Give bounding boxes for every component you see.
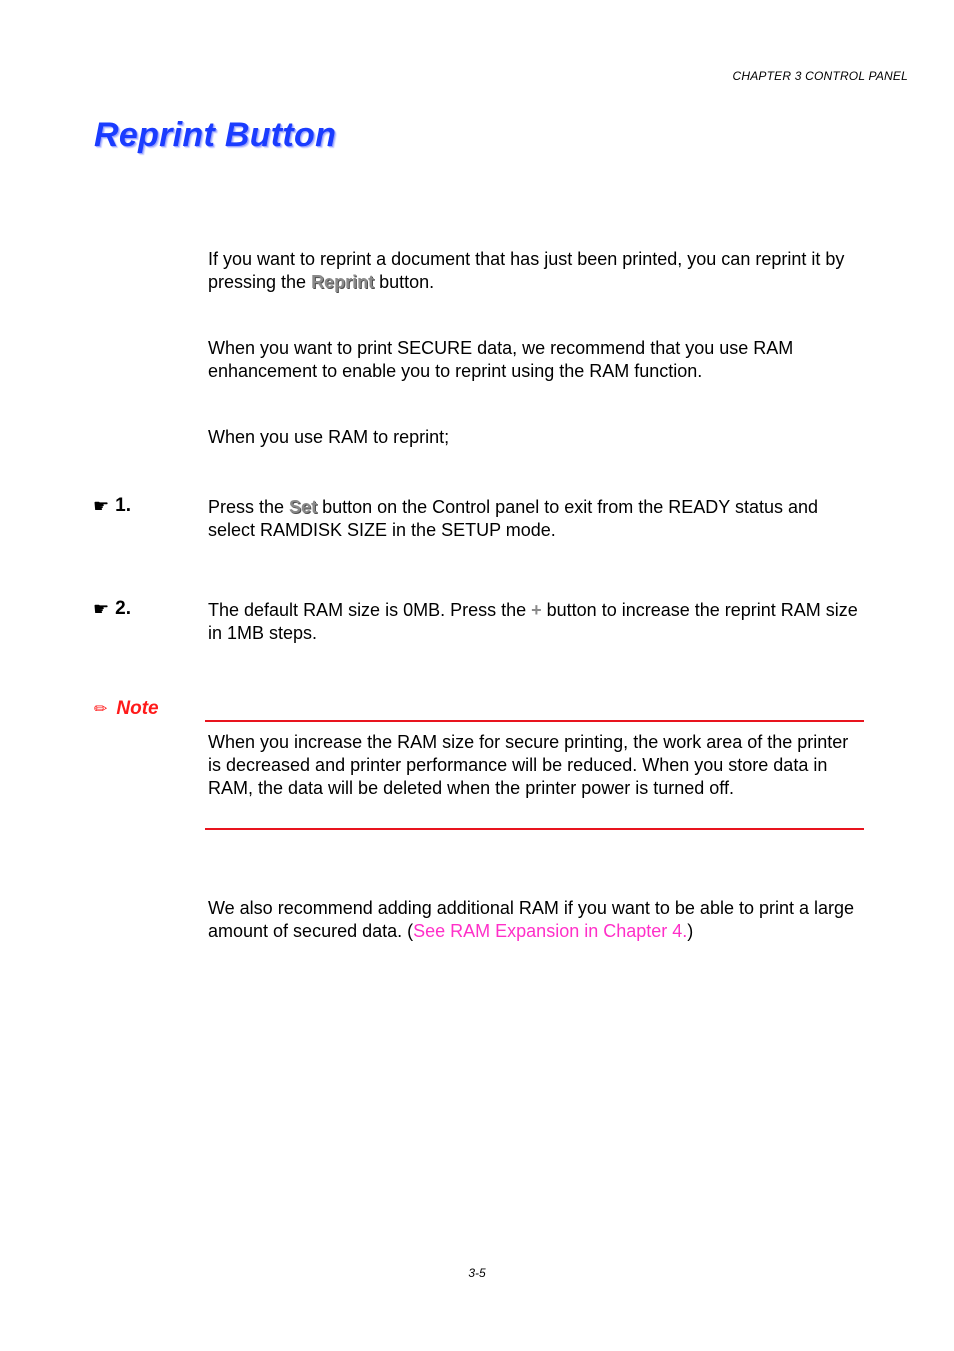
closing-text-start: We also recommend adding additional RAM if you want to be able to print a large amount of secured data. ( — [208, 898, 855, 941]
pointing-hand-icon: ☛ — [93, 598, 110, 619]
step-2-marker — [93, 598, 131, 620]
chapter-header: CHAPTER 3 CONTROL PANEL — [732, 69, 908, 83]
step-1-text — [208, 496, 868, 542]
step-2-text — [208, 599, 868, 645]
pointing-hand-icon: ☛ — [93, 495, 110, 516]
secure-data-paragraph: When you want to print SECURE data, we recommend that you use RAM enhancement to enable you to reprint using the RAM function. — [208, 338, 794, 381]
step-2-text-end: button to increase the reprint RAM size in 1MB steps. — [208, 600, 858, 643]
closing-paragraph — [208, 897, 868, 943]
closing-text-end: ) — [687, 921, 694, 941]
note-label: Note — [116, 698, 159, 719]
note-heading — [94, 698, 159, 720]
step-2-number: 2. — [115, 598, 131, 619]
intro-text-start: If you want to reprint a document that has just been printed, you can reprint it by pressing the — [208, 249, 845, 292]
set-button-label: Set — [289, 497, 318, 517]
step-1-number: 1. — [115, 495, 131, 516]
note-top-rule — [205, 720, 864, 722]
step-1-marker — [93, 495, 131, 517]
step-1-text-end: button on the Control panel to exit from the READY status and select RAMDISK SIZE in the SETUP mode. — [208, 497, 819, 540]
plus-button-label: + — [531, 600, 542, 620]
ram-expansion-link[interactable]: See RAM Expansion in Chapter 4. — [413, 921, 688, 941]
pencil-icon: ✏ — [94, 701, 108, 718]
ram-reprint-paragraph: When you use RAM to reprint; — [208, 427, 450, 447]
page-title: Reprint Button — [94, 116, 337, 154]
reprint-button-label: Reprint — [311, 272, 375, 292]
step-1-text-start: Press the — [208, 497, 290, 517]
note-bottom-rule — [205, 828, 864, 830]
page-number: 3-5 — [468, 1266, 486, 1280]
intro-paragraph — [208, 248, 868, 294]
intro-text-end: button. — [374, 272, 435, 292]
step-2-text-start: The default RAM size is 0MB. Press the — [208, 600, 532, 620]
note-text: When you increase the RAM size for secure printing, the work area of the printer is decreased and printer performance will be reduced. When you store data in RAM, the data will be deleted when the printer power is turned off. — [208, 732, 849, 798]
